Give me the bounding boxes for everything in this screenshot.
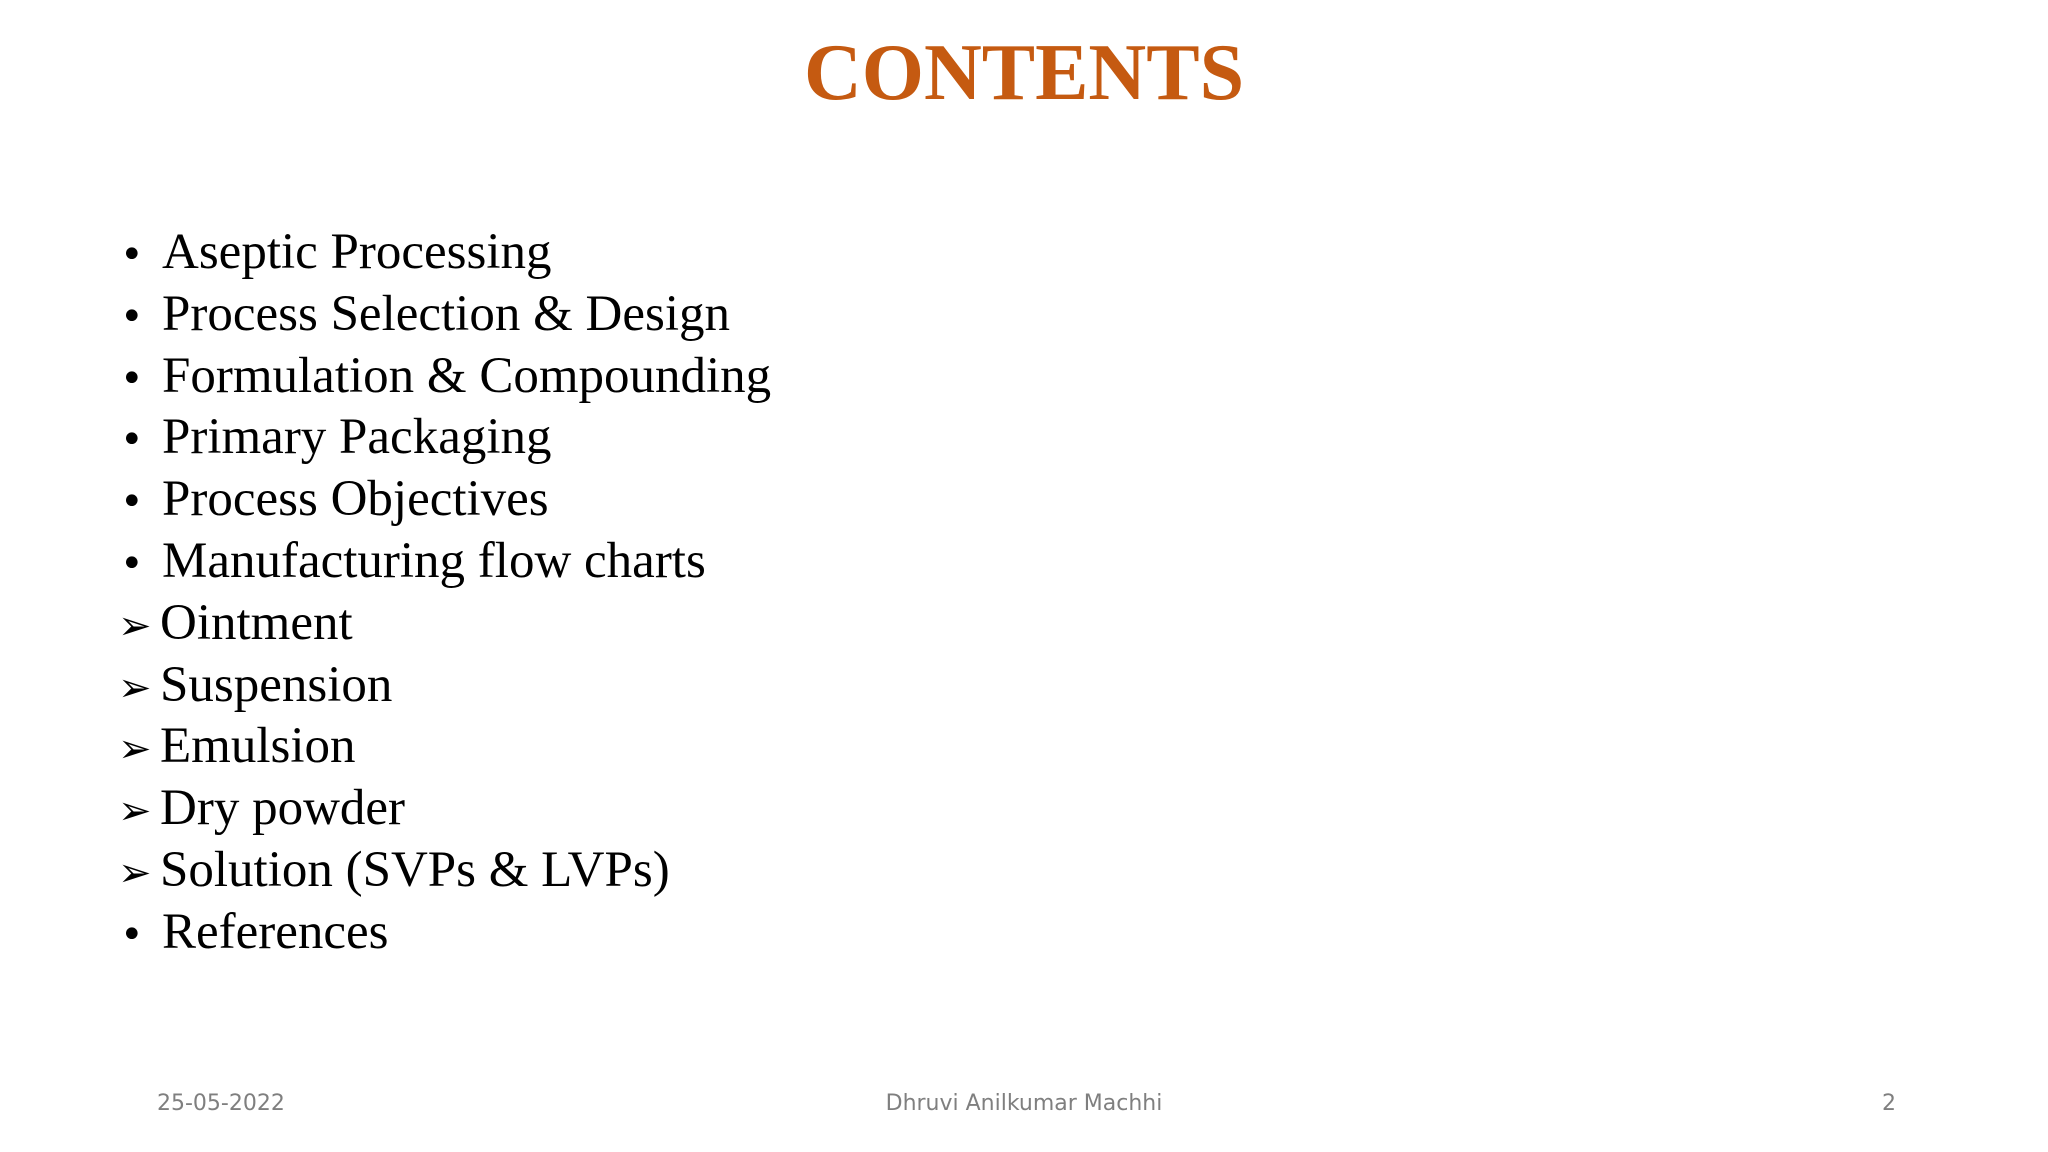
contents-item-manufacturing-flow-charts xyxy=(118,531,771,593)
footer-date: 25-05-2022 xyxy=(157,1091,285,1116)
bullet-icon: • xyxy=(120,232,144,278)
footer-author: Dhruvi Anilkumar Machhi xyxy=(885,1091,1163,1116)
arrow-bullet-icon: ➢ xyxy=(118,664,152,711)
contents-subitem-solution xyxy=(118,840,771,902)
page-number: 2 xyxy=(1882,1091,1896,1116)
contents-subitem-emulsion xyxy=(118,716,771,778)
contents-item-process-selection-design xyxy=(118,284,771,346)
contents-item-label: References xyxy=(162,903,389,960)
bullet-icon: • xyxy=(120,293,144,340)
slide-title: CONTENTS xyxy=(803,29,1245,117)
contents-item-label: Process Selection & Design xyxy=(162,285,730,342)
bullet-icon: • xyxy=(120,911,144,958)
contents-subitem-ointment xyxy=(118,593,771,655)
contents-item-references xyxy=(118,902,771,964)
contents-item-label: Solution (SVPs & LVPs) xyxy=(160,841,670,898)
contents-item-primary-packaging xyxy=(118,407,771,469)
contents-item-label: Suspension xyxy=(160,656,393,713)
contents-item-label: Process Objectives xyxy=(162,471,549,528)
contents-item-aseptic-processing xyxy=(118,222,771,284)
arrow-bullet-icon: ➢ xyxy=(118,602,152,649)
contents-item-label: Aseptic Processing xyxy=(162,224,552,280)
arrow-bullet-icon: ➢ xyxy=(118,849,152,896)
bullet-icon: • xyxy=(120,355,144,402)
contents-item-label: Primary Packaging xyxy=(162,409,552,466)
contents-item-label: Emulsion xyxy=(160,718,356,775)
contents-subitem-dry-powder xyxy=(118,778,771,840)
contents-subitem-suspension xyxy=(118,655,771,717)
contents-item-formulation-compounding xyxy=(118,346,771,408)
contents-list xyxy=(118,222,771,964)
bullet-icon: • xyxy=(120,479,144,526)
contents-item-label: Dry powder xyxy=(160,780,406,837)
contents-item-process-objectives xyxy=(118,469,771,531)
contents-item-label: Formulation & Compounding xyxy=(162,347,772,404)
arrow-bullet-icon: ➢ xyxy=(118,788,152,835)
bullet-icon: • xyxy=(120,540,144,587)
arrow-bullet-icon: ➢ xyxy=(118,726,152,773)
contents-item-label: Ointment xyxy=(160,594,353,651)
contents-item-label: Manufacturing flow charts xyxy=(162,532,706,589)
bullet-icon: • xyxy=(120,417,144,464)
